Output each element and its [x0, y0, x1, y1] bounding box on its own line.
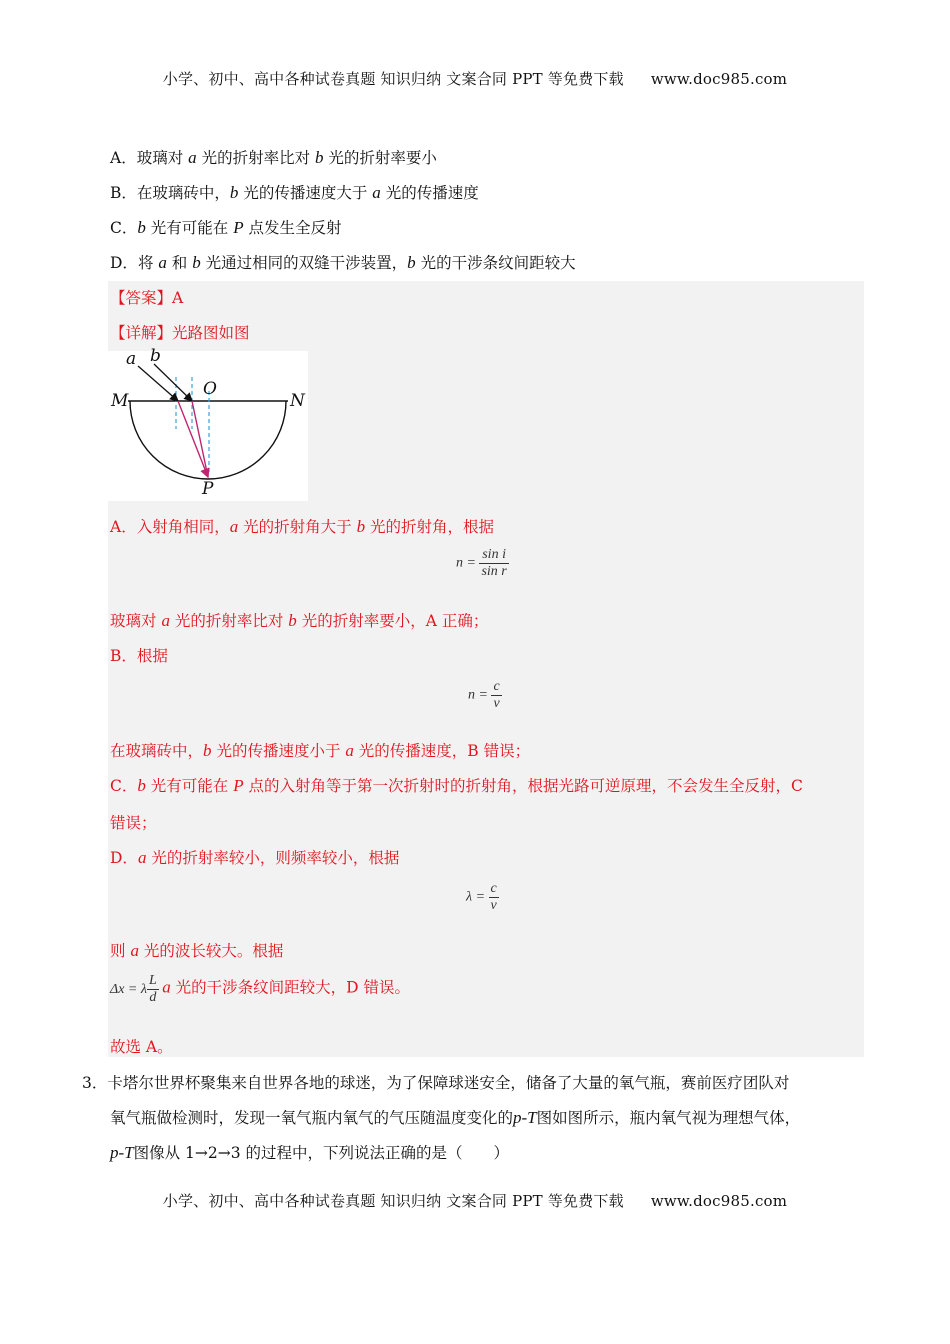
incident-ray-a: [138, 366, 178, 401]
refracted-ray-a: [178, 401, 208, 477]
explain-b-line1: B．根据: [110, 647, 168, 665]
explain-a-line2: 玻璃对 a 光的折射率比对 b 光的折射率要小，A 正确；: [110, 611, 489, 630]
question-3-line2: 氧气瓶做检测时，发现一氧气瓶内氧气的气压随温度变化的p-T图如图所示，瓶内氧气视为理想气体，: [110, 1108, 801, 1127]
detail-line: 【详解】光路图如图: [110, 324, 250, 342]
page-header: [0, 68, 950, 89]
incident-ray-b: [154, 364, 192, 401]
formula-snell: n = $\frac{\text{sin i}}{\text{sin r}}$: [456, 547, 507, 579]
footer-text: 小学、初中、高中各种试卷真题 知识归纳 文案合同 PPT 等免费下载: [162, 1192, 624, 1210]
explain-c-line1: C．b 光有可能在 P 点的入射角等于第一次折射时的折射角，根据光路可逆原理，不会发生全反射，C: [110, 776, 803, 795]
label-m: M: [111, 391, 129, 411]
question-3-line3: p-T图像从 1→2→3 的过程中，下列说法正确的是（ ）: [110, 1143, 510, 1162]
explain-d-line1: D．a 光的折射率较小，则频率较小，根据: [110, 848, 400, 867]
explain-d-line2: 则 a 光的波长较大。根据: [110, 941, 284, 960]
header-text: 小学、初中、高中各种试卷真题 知识归纳 文案合同 PPT 等免费下载: [162, 70, 624, 88]
question-3-line1: 3．卡塔尔世界杯聚集来自世界各地的球迷，为了保障球迷安全，储备了大量的氧气瓶，赛前医疗团队对: [82, 1074, 790, 1092]
option-a: A．玻璃对 a 光的折射率比对 b 光的折射率要小: [110, 148, 437, 167]
light-path-diagram: [108, 346, 308, 501]
label-a: a: [126, 349, 137, 369]
label-p: P: [202, 479, 214, 499]
answer-line: 【答案】A: [110, 289, 184, 307]
label-n: N: [290, 391, 305, 411]
semicircle-glass: [130, 401, 286, 479]
answer-explanation-box: [108, 281, 864, 1057]
header-url[interactable]: www.doc985.com: [650, 70, 788, 88]
final-answer-line: 故选 A。: [110, 1038, 173, 1056]
explain-c-line2: 错误；: [110, 814, 157, 832]
footer-url[interactable]: www.doc985.com: [650, 1192, 788, 1210]
formula-speed: n = $\frac{c}{v}$: [468, 679, 500, 711]
formula-fringe: Δx = λ $\frac{L}{d}$: [110, 973, 157, 1005]
explain-b-line2: 在玻璃砖中，b 光的传播速度小于 a 光的传播速度，B 错误；: [110, 741, 531, 760]
formula-wavelength: λ = $\frac{c}{\nu}$: [466, 881, 497, 913]
page-footer: [0, 1190, 950, 1211]
refracted-ray-b: [192, 401, 208, 477]
option-b: B．在玻璃砖中，b 光的传播速度大于 a 光的传播速度: [110, 183, 479, 202]
explain-a-line1: A．入射角相同，a 光的折射角大于 b 光的折射角，根据: [110, 517, 494, 536]
option-c: C．b 光有可能在 P 点发生全反射: [110, 218, 342, 237]
explain-d-line3: Δx = λ $\frac{L}{d}$ a 光的干涉条纹间距较大，D 错误。: [110, 973, 411, 1005]
option-d: D．将 a 和 b 光通过相同的双缝干涉装置，b 光的干涉条纹间距较大: [110, 253, 576, 272]
label-o: O: [203, 379, 217, 399]
label-b: b: [150, 346, 161, 366]
